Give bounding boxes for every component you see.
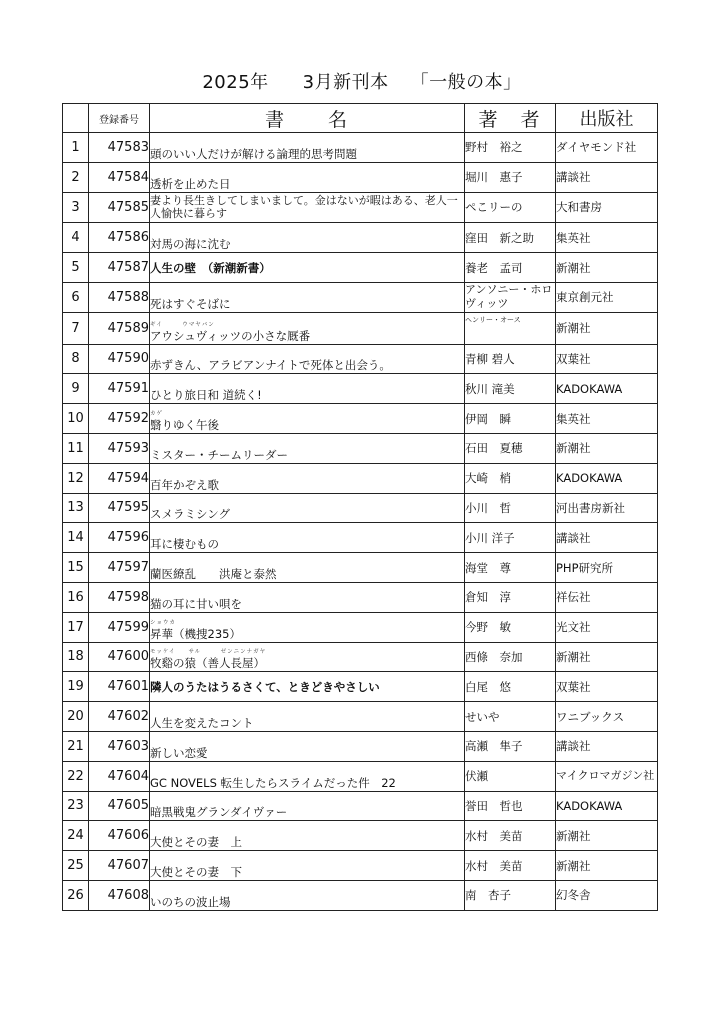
- row-author: 今野 敏: [465, 612, 556, 642]
- row-publisher: 河出書房新社: [556, 493, 658, 523]
- row-title: 対馬の海に沈む: [150, 223, 465, 253]
- row-title: いのちの波止場: [150, 880, 465, 910]
- row-no: 11: [63, 433, 89, 463]
- row-reg: 47606: [89, 821, 150, 851]
- row-reg: 47595: [89, 493, 150, 523]
- row-author: 野村 裕之: [465, 133, 556, 163]
- row-author: 青柳 碧人: [465, 344, 556, 374]
- row-author: アンソニー・ホロヴィッツ: [465, 282, 556, 312]
- title-ruby: ギイ ウマヤバン: [150, 321, 215, 328]
- row-title: 人生の壁 （新潮新書）: [150, 253, 465, 283]
- table-row: [63, 642, 658, 672]
- row-publisher: 講談社: [556, 731, 658, 761]
- table-row: [63, 821, 658, 851]
- row-reg: 47584: [89, 162, 150, 192]
- table-row: [63, 851, 658, 881]
- row-publisher: KADOKAWA: [556, 791, 658, 821]
- row-author: 養老 孟司: [465, 253, 556, 283]
- table-row: [63, 223, 658, 253]
- table-row: [63, 493, 658, 523]
- table-row: [63, 582, 658, 612]
- row-author: 秋川 滝美: [465, 374, 556, 404]
- row-publisher: 双葉社: [556, 344, 658, 374]
- row-title: 人生を変えたコント: [150, 702, 465, 732]
- row-publisher: 幻冬舎: [556, 880, 658, 910]
- row-title: 暗黒戦鬼グランダイヴァー: [150, 791, 465, 821]
- row-author: 水村 美苗: [465, 821, 556, 851]
- table-row: [63, 282, 658, 312]
- row-publisher: 集英社: [556, 223, 658, 253]
- row-author: ペこリーの: [465, 192, 556, 223]
- header-title: 書 名: [150, 104, 465, 133]
- row-no: 13: [63, 493, 89, 523]
- row-title: アウシュヴィッツの小さな厩番: [150, 328, 311, 343]
- table-row: [63, 404, 658, 434]
- row-title-cell: [150, 312, 465, 344]
- row-author: 大崎 梢: [465, 463, 556, 493]
- table-header-row: [63, 104, 658, 133]
- row-no: 6: [63, 282, 89, 312]
- row-reg: 47601: [89, 672, 150, 702]
- row-reg: 47593: [89, 433, 150, 463]
- table-row: [63, 523, 658, 553]
- table-row: [63, 702, 658, 732]
- table-row: [63, 731, 658, 761]
- row-author: 伏瀬: [465, 761, 556, 791]
- row-publisher: 新潮社: [556, 433, 658, 463]
- row-title: GC NOVELS 転生したらスライムだった件 22: [150, 761, 465, 791]
- row-title: スメラミシング: [150, 493, 465, 523]
- table-row: [63, 433, 658, 463]
- row-reg: 47585: [89, 192, 150, 223]
- row-no: 16: [63, 582, 89, 612]
- row-publisher: 新潮社: [556, 312, 658, 344]
- row-title: 新しい恋愛: [150, 731, 465, 761]
- row-publisher: ダイヤモンド社: [556, 133, 658, 163]
- row-reg: 47597: [89, 553, 150, 583]
- row-title: 頭のいい人だけが解ける論理的思考問題: [150, 133, 465, 163]
- row-reg: 47587: [89, 253, 150, 283]
- row-reg: 47607: [89, 851, 150, 881]
- table-row: [63, 133, 658, 163]
- row-title-cell: [150, 612, 465, 642]
- row-no: 23: [63, 791, 89, 821]
- row-reg: 47592: [89, 404, 150, 434]
- row-author: 南 杏子: [465, 880, 556, 910]
- row-author: 伊岡 瞬: [465, 404, 556, 434]
- row-title: 隣人のうたはうるさくて、ときどきやさしい: [150, 672, 465, 702]
- row-title: ミスター・チームリーダー: [150, 433, 465, 463]
- header-no: [63, 104, 89, 133]
- row-no: 9: [63, 374, 89, 404]
- row-publisher: 新潮社: [556, 821, 658, 851]
- row-no: 18: [63, 642, 89, 672]
- row-reg: 47594: [89, 463, 150, 493]
- row-author: せいや: [465, 702, 556, 732]
- row-no: 21: [63, 731, 89, 761]
- title-month: 3月新刊本: [302, 72, 389, 93]
- row-author: 小川 哲: [465, 493, 556, 523]
- row-title: 透析を止めた日: [150, 162, 465, 192]
- row-no: 10: [63, 404, 89, 434]
- row-title: 蘭医繚乱 洪庵と泰然: [150, 553, 465, 583]
- book-list-table: [62, 103, 658, 911]
- row-reg: 47586: [89, 223, 150, 253]
- row-no: 15: [63, 553, 89, 583]
- table-row: [63, 791, 658, 821]
- row-reg: 47603: [89, 731, 150, 761]
- row-publisher: 双葉社: [556, 672, 658, 702]
- row-no: 26: [63, 880, 89, 910]
- row-reg: 47583: [89, 133, 150, 163]
- row-author: 堀川 惠子: [465, 162, 556, 192]
- row-reg: 47590: [89, 344, 150, 374]
- row-publisher: 新潮社: [556, 642, 658, 672]
- row-title: 赤ずきん、アラビアンナイトで死体と出会う。: [150, 344, 465, 374]
- row-title: 百年かぞえ歌: [150, 463, 465, 493]
- row-no: 14: [63, 523, 89, 553]
- page-title: [0, 68, 724, 94]
- row-title: 耳に棲むもの: [150, 523, 465, 553]
- row-publisher: 光文社: [556, 612, 658, 642]
- row-title: 昇華（機捜235）: [150, 626, 241, 641]
- table-row: [63, 463, 658, 493]
- title-category: 「一般の本」: [410, 72, 522, 93]
- title-ruby: モッケイ サル ゼンニンナガヤ: [150, 649, 267, 656]
- row-publisher: マイクロマガジン社: [556, 761, 658, 791]
- title-year: 2025年: [202, 72, 269, 93]
- row-title: 翳りゆく午後: [150, 417, 219, 432]
- row-no: 22: [63, 761, 89, 791]
- table-row: [63, 192, 658, 223]
- table-row: [63, 672, 658, 702]
- row-author: 倉知 淳: [465, 582, 556, 612]
- row-publisher: 集英社: [556, 404, 658, 434]
- row-title: 大使とその妻 下: [150, 851, 465, 881]
- header-publisher: 出版社: [556, 104, 658, 133]
- row-no: 25: [63, 851, 89, 881]
- row-reg: 47588: [89, 282, 150, 312]
- row-title-cell: [150, 404, 465, 434]
- row-author: 海堂 尊: [465, 553, 556, 583]
- row-publisher: KADOKAWA: [556, 374, 658, 404]
- table-row: [63, 880, 658, 910]
- row-publisher: 新潮社: [556, 851, 658, 881]
- row-publisher: 祥伝社: [556, 582, 658, 612]
- row-title: 妻より長生きしてしまいまして。金はないが暇はある、老人一人愉快に暮らす: [150, 192, 465, 223]
- row-publisher: 東京創元社: [556, 282, 658, 312]
- row-publisher: ワニブックス: [556, 702, 658, 732]
- row-title: 死はすぐそばに: [150, 282, 465, 312]
- row-title: 大使とその妻 上: [150, 821, 465, 851]
- row-reg: 47608: [89, 880, 150, 910]
- row-no: 19: [63, 672, 89, 702]
- row-no: 24: [63, 821, 89, 851]
- row-reg: 47600: [89, 642, 150, 672]
- table-row: [63, 612, 658, 642]
- row-no: 3: [63, 192, 89, 223]
- row-publisher: 講談社: [556, 523, 658, 553]
- row-publisher: 大和書房: [556, 192, 658, 223]
- row-author: 石田 夏穂: [465, 433, 556, 463]
- row-no: 17: [63, 612, 89, 642]
- row-author: 西條 奈加: [465, 642, 556, 672]
- row-author: 高瀬 隼子: [465, 731, 556, 761]
- table-row: [63, 553, 658, 583]
- table-row: [63, 344, 658, 374]
- row-title: ひとり旅日和 道続く!: [150, 374, 465, 404]
- table-row: [63, 253, 658, 283]
- row-author: ヘンリー・オース: [465, 312, 556, 344]
- row-title: 猫の耳に甘い唄を: [150, 582, 465, 612]
- row-title: 牧谿の猿（善人長屋）: [150, 656, 265, 671]
- row-reg: 47599: [89, 612, 150, 642]
- row-author: 窪田 新之助: [465, 223, 556, 253]
- header-author: 著 者: [465, 104, 556, 133]
- row-publisher: 講談社: [556, 162, 658, 192]
- title-ruby: ショウカ: [150, 619, 176, 626]
- row-no: 2: [63, 162, 89, 192]
- row-no: 20: [63, 702, 89, 732]
- row-publisher: PHP研究所: [556, 553, 658, 583]
- table-row: [63, 374, 658, 404]
- table-row: [63, 312, 658, 344]
- row-no: 1: [63, 133, 89, 163]
- row-reg: 47598: [89, 582, 150, 612]
- row-reg: 47596: [89, 523, 150, 553]
- row-author: 白尾 悠: [465, 672, 556, 702]
- row-publisher: 新潮社: [556, 253, 658, 283]
- row-title-cell: [150, 642, 465, 672]
- row-no: 7: [63, 312, 89, 344]
- row-reg: 47589: [89, 312, 150, 344]
- row-reg: 47605: [89, 791, 150, 821]
- title-ruby: カゲ: [150, 410, 164, 417]
- header-registration-number: 登録番号: [89, 104, 150, 133]
- row-no: 12: [63, 463, 89, 493]
- row-no: 4: [63, 223, 89, 253]
- table-row: [63, 162, 658, 192]
- row-author: 小川 洋子: [465, 523, 556, 553]
- row-reg: 47604: [89, 761, 150, 791]
- row-author: 誉田 哲也: [465, 791, 556, 821]
- row-no: 8: [63, 344, 89, 374]
- row-author: 水村 美苗: [465, 851, 556, 881]
- row-reg: 47591: [89, 374, 150, 404]
- row-reg: 47602: [89, 702, 150, 732]
- table-row: [63, 761, 658, 791]
- row-publisher: KADOKAWA: [556, 463, 658, 493]
- row-no: 5: [63, 253, 89, 283]
